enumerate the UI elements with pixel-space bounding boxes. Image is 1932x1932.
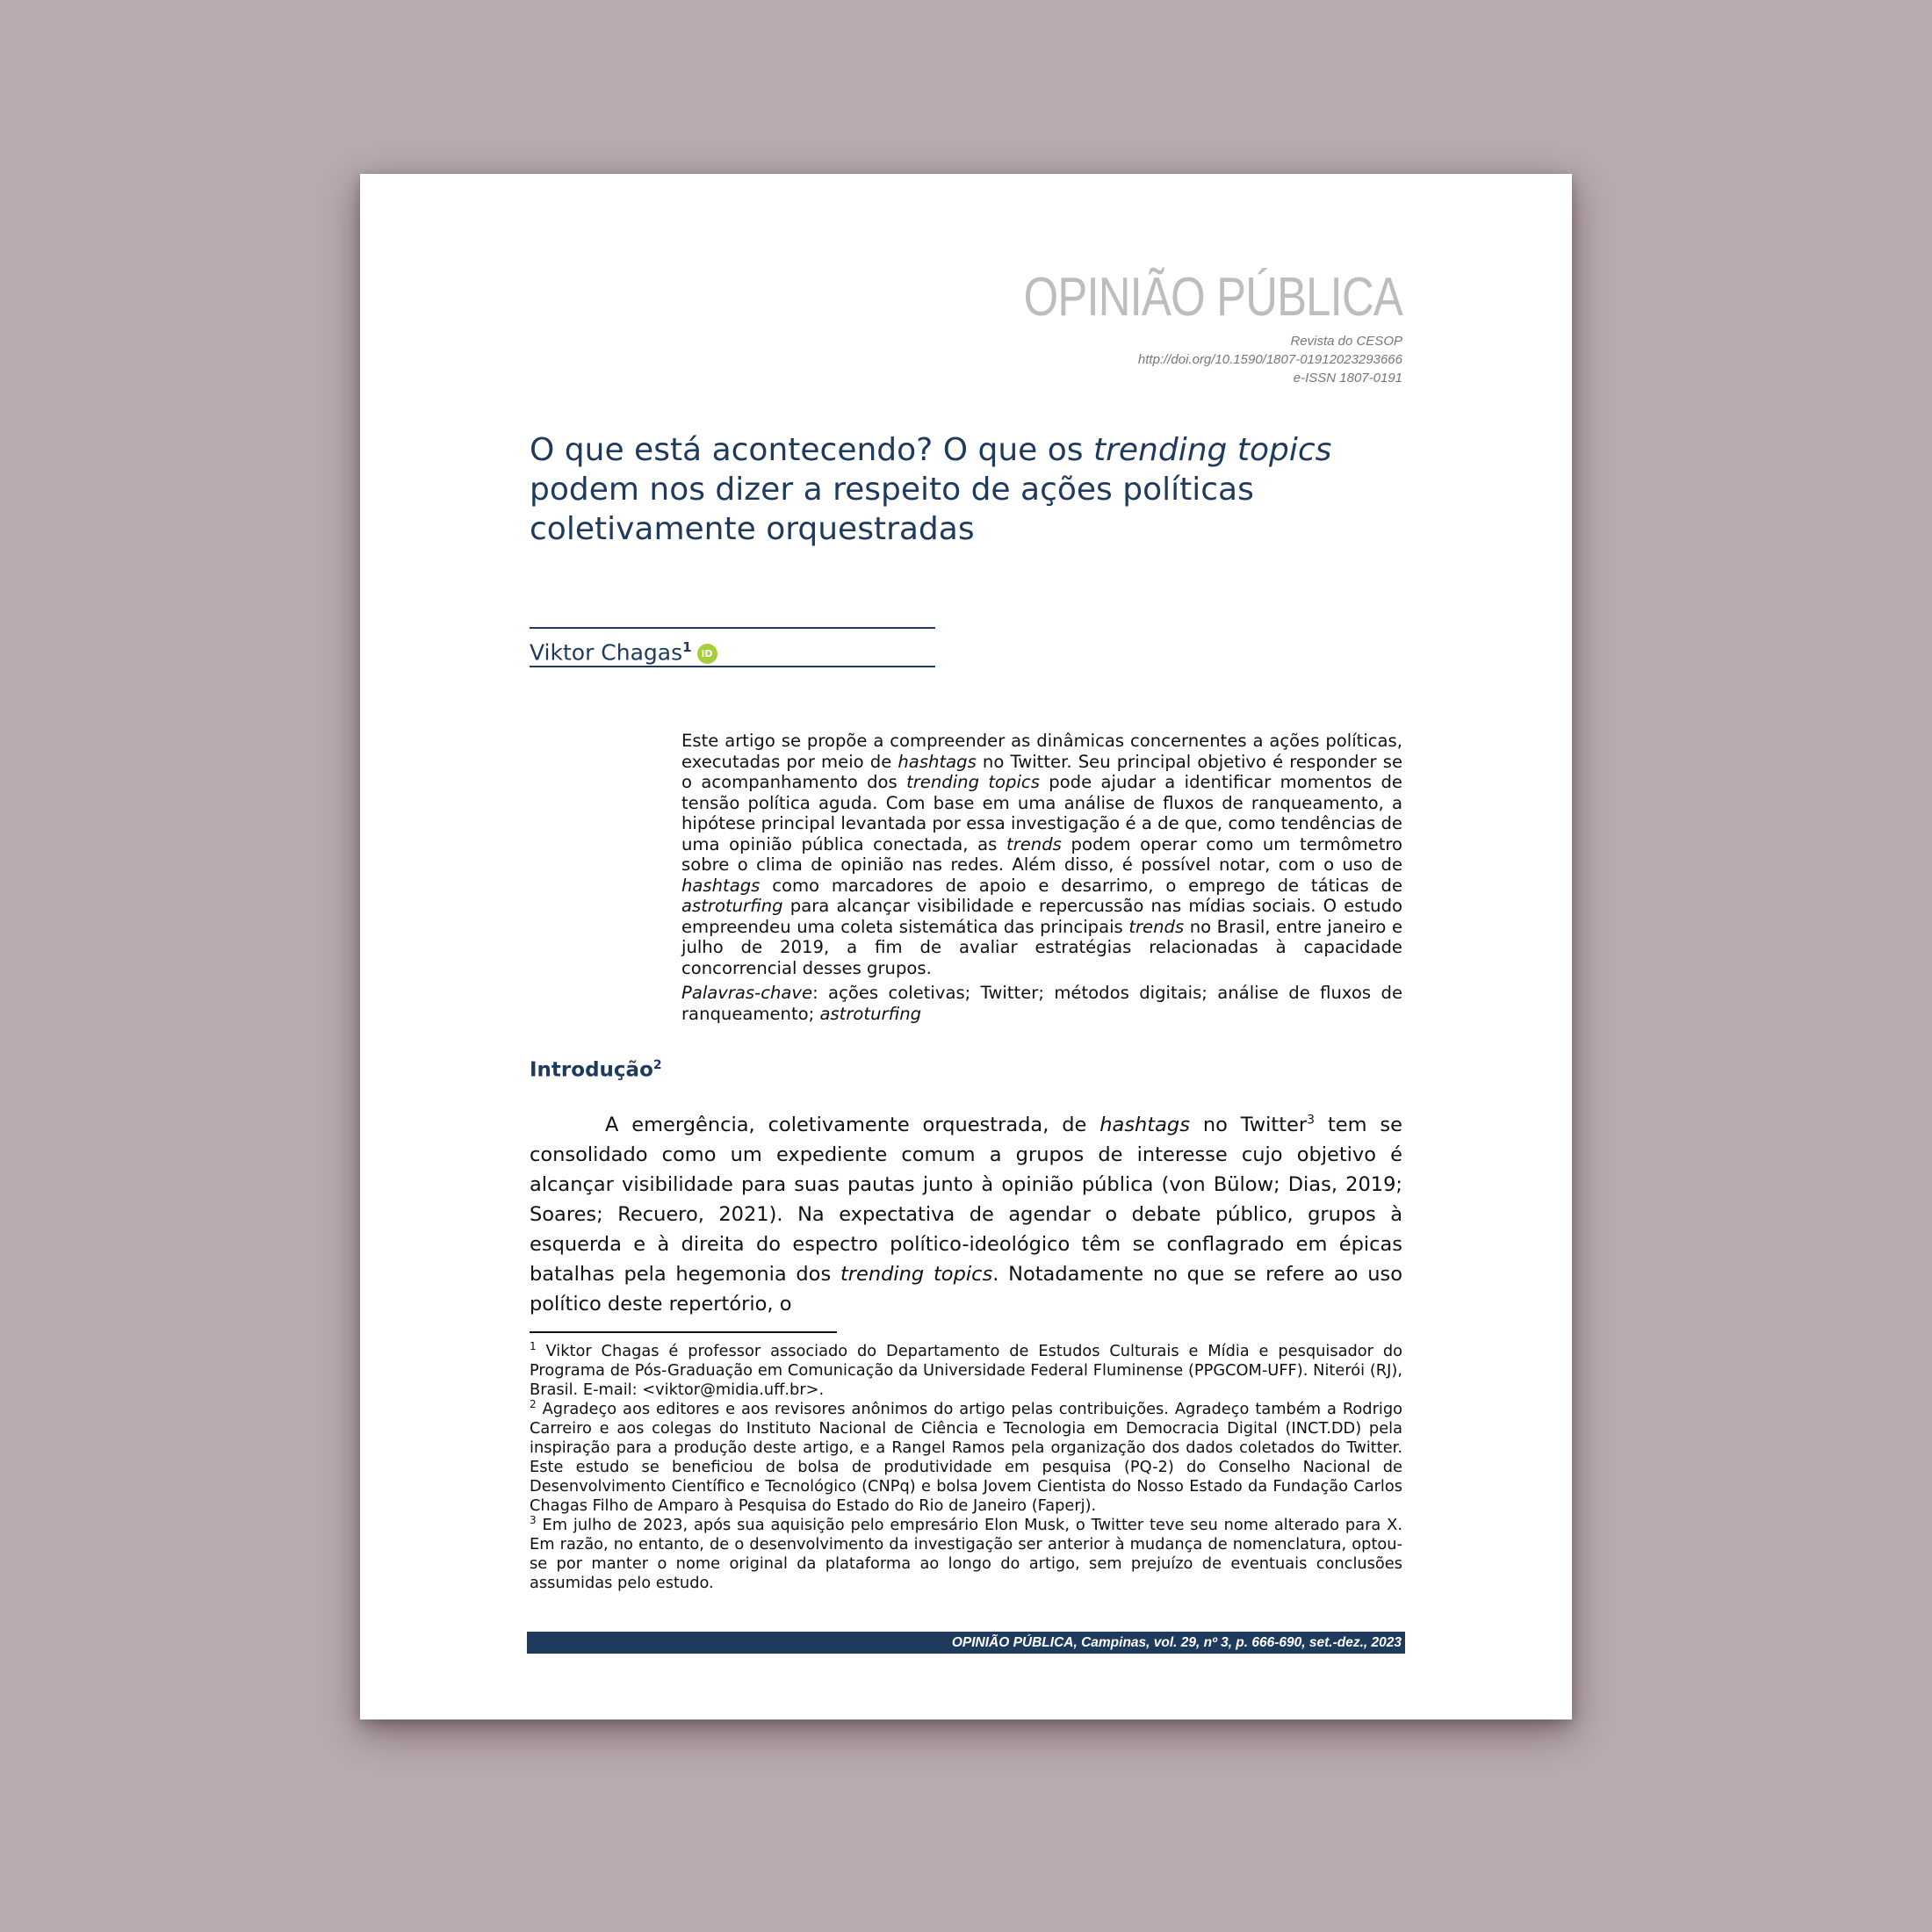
- footnote-3: $^3$ Em julho de 2023, após sua aquisição pelo empresário Elon Musk, o Twitter teve seu nome alterado para X. Em razão, no entanto, de o desenvolvimento da investigação ser anterior à mudança de nomenclatura, optou-se por manter o nome original da plataforma ao longo do artigo, sem prejuízo de eventuais conclusões assumidas pelo estudo.: [530, 1514, 1402, 1592]
- abstract: [681, 731, 1402, 1024]
- intro-footnote-marker[interactable]: 2: [652, 1058, 662, 1072]
- abstract-text: Este artigo se propõe a compreender as dinâmicas concernentes a ações políticas, executadas por meio de hashtags no Twitter. Seu principal objetivo é responder se o acompanhamento dos trending topics pode ajudar a identificar momentos de tensão política aguda. Com base em uma análise de fluxos de ranqueamento, a hipótese principal levantada por essa investigação é a de que, como tendências de uma opinião pública conectada, as trends podem operar como um termômetro sobre o clima de opinião nas redes. Além disso, é possível notar, com o uso de hashtags como marcadores de apoio e desarrimo, o emprego de táticas de astroturfing para alcançar visibilidade e repercussão nas mídias sociais. O estudo empreendeu uma coleta sistemática das principais trends no Brasil, entre janeiro e julho de 2019, a fim de avaliar estratégias relacionadas à capacidade concorrencial desses grupos.: [681, 731, 1403, 978]
- author-box: [530, 627, 935, 667]
- journal-doi-link[interactable]: http://doi.org/10.1590/1807-01912023293666: [1137, 352, 1402, 367]
- footnote-1: $^1$ Viktor Chagas é professor associado do Departamento de Estudos Culturais e Mídia e pesquisador do Programa de Pós-Graduação em Comunicação da Universidade Federal Fluminense (PPGCOM-UFF). Niterói (RJ), Brasil. E-mail: <viktor@midia.uff.br>.: [530, 1340, 1402, 1399]
- keywords-label: Palavras-chave: [681, 983, 813, 1003]
- journal-footer-bar: OPINIÃO PÚBLICA, Campinas, vol. 29, nº 3, p. 666-690, set.-dez., 2023: [527, 1632, 1405, 1654]
- journal-subtitle: Revista do CESOP: [1290, 334, 1402, 349]
- author-name: Viktor Chagas: [530, 639, 683, 666]
- body-paragraph: A emergência, coletivamente orquestrada, de hashtags no Twitter$^3$ tem se consolidado como um expediente comum a grupos de interesse cujo objetivo é alcançar visibilidade para suas pautas junto à opinião pública (von Bülow; Dias, 2019; Soares; Recuero, 2021). Na expectativa de agendar o debate público, grupos à esquerda e à direita do espectro político-ideológico têm se conflagrado em épicas batalhas pela hegemonia dos trending topics. Notadamente no que se refere ao uso político deste repertório, o: [530, 1113, 1403, 1316]
- author-footnote-marker[interactable]: 1: [682, 639, 692, 655]
- keywords: Palavras-chave: ações coletivas; Twitter; métodos digitais; análise de fluxos de ranqueamento; astroturfing: [681, 983, 1402, 1024]
- journal-masthead: [941, 267, 1402, 387]
- body-text: [530, 1110, 1402, 1319]
- footnotes: [530, 1342, 1402, 1593]
- footnote-2: $^2$ Agradeço aos editores e aos revisores anônimos do artigo pelas contribuições. Agradeço também a Rodrigo Carreiro e aos colegas do Instituto Nacional de Ciência e Tecnologia em Democracia Digital (INCT.DD) pela inspiração para a produção deste artigo, e a Rangel Ramos pela organização dos dados coletados do Twitter. Este estudo se beneficiou de bolsa de produtividade em pesquisa (PQ-2) do Conselho Nacional de Desenvolvimento Científico e Tecnológico (CNPq) e bolsa Jovem Cientista do Nosso Estado da Fundação Carlos Chagas Filho de Amparo à Pesquisa do Estado do Rio de Janeiro (Faperj).: [530, 1398, 1402, 1515]
- orcid-icon[interactable]: iD: [697, 644, 717, 664]
- section-heading-introduction: Introdução$^2$: [530, 1058, 662, 1082]
- author-line: [530, 632, 717, 667]
- twitter-footnote-marker[interactable]: 3: [1307, 1113, 1316, 1128]
- journal-issn: e-ISSN 1807-0191: [1293, 371, 1402, 386]
- footnote-divider: [530, 1331, 837, 1333]
- article-page: [360, 174, 1572, 1719]
- article-title: O que está acontecendo? O que os trending topics podem nos dizer a respeito de ações políticas coletivamente orquestradas: [530, 432, 1332, 547]
- journal-logo: OPINIÃO PÚBLICA: [1023, 267, 1402, 328]
